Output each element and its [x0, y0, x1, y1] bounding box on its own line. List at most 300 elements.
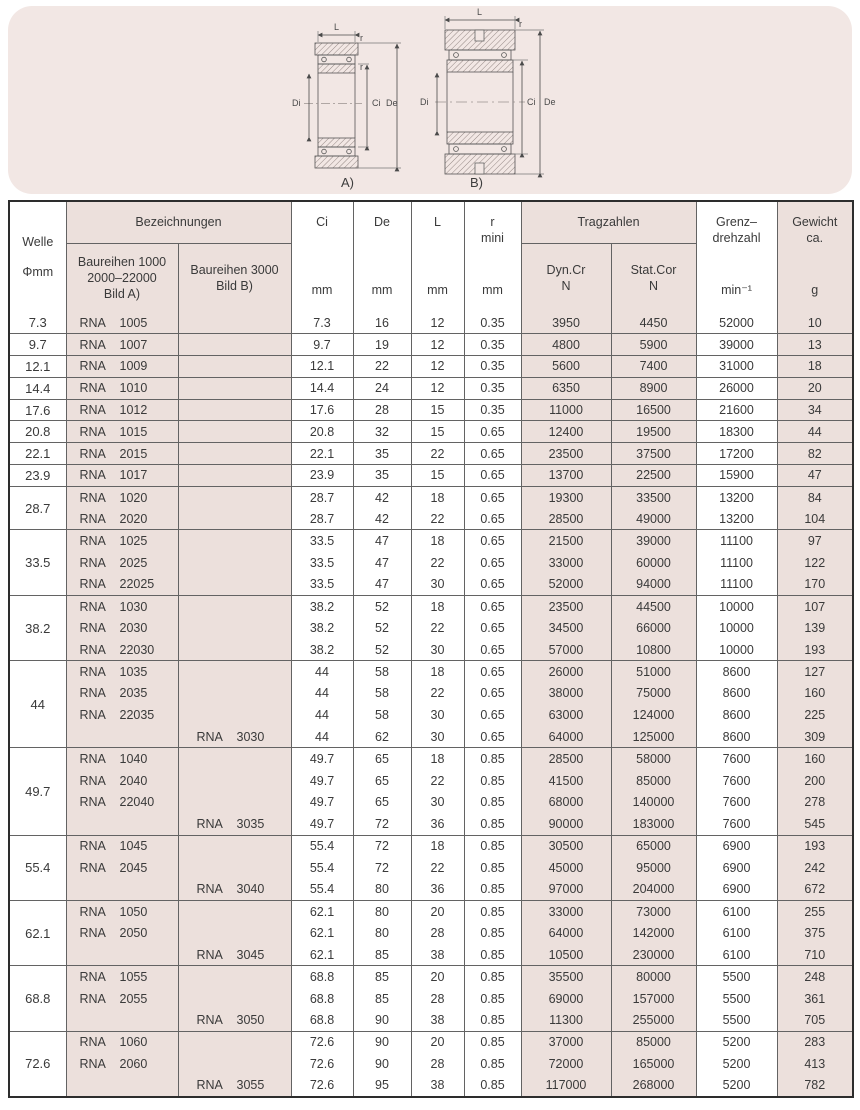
cell-baureihe-1000: RNA 22035 [66, 704, 178, 726]
dim-label-l-a: L [334, 22, 340, 32]
cell-de: 80 [353, 879, 411, 901]
cell-baureihe-3000 [178, 922, 291, 944]
cell-stat-cor: 140000 [611, 792, 696, 814]
cell-gewicht: 309 [777, 726, 853, 748]
cell-dyn-cr: 52000 [521, 574, 611, 596]
cell-l: 15 [411, 465, 464, 487]
cell-l: 28 [411, 922, 464, 944]
cell-r-mini: 0.85 [464, 1075, 521, 1097]
cell-baureihe-1000: RNA 2060 [66, 1053, 178, 1075]
cell-l: 20 [411, 1031, 464, 1053]
cell-gewicht: 44 [777, 421, 853, 443]
cell-dyn-cr: 69000 [521, 988, 611, 1010]
cell-ci: 23.9 [291, 465, 353, 487]
col-header-l [411, 201, 464, 312]
cell-dyn-cr: 21500 [521, 530, 611, 552]
cell-welle: 17.6 [9, 399, 66, 421]
cell-baureihe-3000 [178, 530, 291, 552]
cell-l: 28 [411, 988, 464, 1010]
cell-ci: 7.3 [291, 312, 353, 334]
cell-stat-cor: 255000 [611, 1010, 696, 1032]
cell-de: 58 [353, 683, 411, 705]
cell-grenzdrehzahl: 5500 [696, 966, 777, 988]
cell-stat-cor: 85000 [611, 770, 696, 792]
cell-dyn-cr: 72000 [521, 1053, 611, 1075]
cell-ci: 62.1 [291, 944, 353, 966]
cell-dyn-cr: 23500 [521, 595, 611, 617]
cell-de: 72 [353, 857, 411, 879]
cell-de: 85 [353, 966, 411, 988]
cell-de: 72 [353, 813, 411, 835]
cell-baureihe-1000 [66, 1010, 178, 1032]
cell-grenzdrehzahl: 11100 [696, 530, 777, 552]
cell-baureihe-1000: RNA 2050 [66, 922, 178, 944]
cell-stat-cor: 85000 [611, 1031, 696, 1053]
cell-de: 85 [353, 988, 411, 1010]
cell-de: 32 [353, 421, 411, 443]
cell-dyn-cr: 28500 [521, 508, 611, 530]
spec-row [9, 377, 853, 399]
cell-dyn-cr: 38000 [521, 683, 611, 705]
cell-gewicht: 82 [777, 443, 853, 465]
spec-row [9, 726, 853, 748]
cell-grenzdrehzahl: 39000 [696, 334, 777, 356]
cell-stat-cor: 60000 [611, 552, 696, 574]
cell-gewicht: 193 [777, 639, 853, 661]
cell-dyn-cr: 23500 [521, 443, 611, 465]
cell-gewicht: 705 [777, 1010, 853, 1032]
spec-row [9, 704, 853, 726]
cell-r-mini: 0.85 [464, 770, 521, 792]
cell-l: 36 [411, 879, 464, 901]
cell-ci: 62.1 [291, 901, 353, 923]
cell-l: 18 [411, 530, 464, 552]
cell-de: 62 [353, 726, 411, 748]
cell-stat-cor: 80000 [611, 966, 696, 988]
cell-ci: 55.4 [291, 857, 353, 879]
cell-gewicht: 710 [777, 944, 853, 966]
cell-dyn-cr: 37000 [521, 1031, 611, 1053]
col-header-r-mini [464, 201, 521, 312]
figure-label-b: B) [470, 175, 483, 190]
cell-grenzdrehzahl: 26000 [696, 377, 777, 399]
cell-dyn-cr: 33000 [521, 901, 611, 923]
cell-baureihe-1000: RNA 2015 [66, 443, 178, 465]
dim-label-de-b: De [544, 97, 556, 107]
cell-baureihe-1000: RNA 2045 [66, 857, 178, 879]
cell-l: 22 [411, 552, 464, 574]
cell-ci: 28.7 [291, 486, 353, 508]
cell-baureihe-1000 [66, 879, 178, 901]
cell-gewicht: 84 [777, 486, 853, 508]
cell-grenzdrehzahl: 13200 [696, 486, 777, 508]
cell-baureihe-3000 [178, 552, 291, 574]
spec-row [9, 465, 853, 487]
cell-baureihe-3000: RNA 3055 [178, 1075, 291, 1097]
cell-baureihe-1000: RNA 1025 [66, 530, 178, 552]
cell-grenzdrehzahl: 7600 [696, 748, 777, 770]
col-header-grenzdrehzahl [696, 201, 777, 312]
cell-gewicht: 139 [777, 617, 853, 639]
cell-r-mini: 0.65 [464, 574, 521, 596]
spec-row [9, 552, 853, 574]
cell-welle: 22.1 [9, 443, 66, 465]
cell-stat-cor: 183000 [611, 813, 696, 835]
cell-l: 22 [411, 683, 464, 705]
table-body [9, 312, 853, 1097]
cell-dyn-cr: 33000 [521, 552, 611, 574]
cell-grenzdrehzahl: 5200 [696, 1053, 777, 1075]
cell-r-mini: 0.65 [464, 465, 521, 487]
table-header [9, 201, 853, 312]
cell-l: 22 [411, 857, 464, 879]
col-header-baureihen-3000: Baureihen 3000 Bild B) [178, 243, 291, 312]
cell-grenzdrehzahl: 8600 [696, 661, 777, 683]
cell-gewicht: 47 [777, 465, 853, 487]
grenz-unit: min⁻¹ [721, 283, 752, 297]
cell-ci: 49.7 [291, 792, 353, 814]
l-label: L [434, 215, 441, 229]
cell-l: 28 [411, 1053, 464, 1075]
spec-row [9, 312, 853, 334]
spec-row [9, 922, 853, 944]
cell-welle: 12.1 [9, 356, 66, 378]
cell-de: 35 [353, 443, 411, 465]
cell-gewicht: 545 [777, 813, 853, 835]
cell-ci: 55.4 [291, 835, 353, 857]
cell-grenzdrehzahl: 7600 [696, 770, 777, 792]
cell-welle: 62.1 [9, 901, 66, 966]
cell-grenzdrehzahl: 52000 [696, 312, 777, 334]
cell-r-mini: 0.65 [464, 530, 521, 552]
cell-r-mini: 0.35 [464, 312, 521, 334]
cell-ci: 20.8 [291, 421, 353, 443]
cell-de: 72 [353, 835, 411, 857]
spec-row [9, 421, 853, 443]
cell-gewicht: 283 [777, 1031, 853, 1053]
cell-baureihe-3000: RNA 3035 [178, 813, 291, 835]
cell-baureihe-1000: RNA 1050 [66, 901, 178, 923]
cell-de: 19 [353, 334, 411, 356]
cell-grenzdrehzahl: 18300 [696, 421, 777, 443]
cell-gewicht: 672 [777, 879, 853, 901]
cell-dyn-cr: 41500 [521, 770, 611, 792]
spec-row [9, 595, 853, 617]
cell-ci: 33.5 [291, 574, 353, 596]
cell-ci: 38.2 [291, 639, 353, 661]
cell-grenzdrehzahl: 10000 [696, 639, 777, 661]
cell-dyn-cr: 5600 [521, 356, 611, 378]
cell-baureihe-3000 [178, 443, 291, 465]
cell-de: 58 [353, 661, 411, 683]
cell-stat-cor: 95000 [611, 857, 696, 879]
cell-baureihe-1000 [66, 944, 178, 966]
cell-l: 12 [411, 356, 464, 378]
bearing-spec-table [8, 200, 854, 1098]
cell-ci: 12.1 [291, 356, 353, 378]
cell-r-mini: 0.35 [464, 377, 521, 399]
cell-baureihe-3000 [178, 399, 291, 421]
cell-baureihe-3000 [178, 1031, 291, 1053]
cell-stat-cor: 16500 [611, 399, 696, 421]
cell-r-mini: 0.85 [464, 1053, 521, 1075]
cell-ci: 72.6 [291, 1075, 353, 1097]
cell-l: 12 [411, 377, 464, 399]
cell-baureihe-3000 [178, 704, 291, 726]
cell-dyn-cr: 6350 [521, 377, 611, 399]
cell-grenzdrehzahl: 17200 [696, 443, 777, 465]
spec-row [9, 1053, 853, 1075]
cell-stat-cor: 5900 [611, 334, 696, 356]
col-header-gewicht [777, 201, 853, 312]
cell-baureihe-1000: RNA 1009 [66, 356, 178, 378]
cell-l: 18 [411, 595, 464, 617]
cell-l: 12 [411, 312, 464, 334]
cell-de: 80 [353, 922, 411, 944]
r-mini-label: mini [481, 230, 504, 245]
dim-label-l-b: L [477, 7, 483, 17]
cell-welle: 72.6 [9, 1031, 66, 1096]
cell-r-mini: 0.35 [464, 334, 521, 356]
dim-label-r-b: r [519, 19, 522, 29]
cell-ci: 68.8 [291, 988, 353, 1010]
grenz-label-1: Grenz– [716, 215, 757, 229]
welle-unit: Φmm [22, 265, 54, 279]
cell-dyn-cr: 35500 [521, 966, 611, 988]
cell-grenzdrehzahl: 5200 [696, 1031, 777, 1053]
cell-ci: 28.7 [291, 508, 353, 530]
cell-gewicht: 107 [777, 595, 853, 617]
cell-gewicht: 413 [777, 1053, 853, 1075]
cell-r-mini: 0.65 [464, 552, 521, 574]
cell-ci: 33.5 [291, 530, 353, 552]
cell-grenzdrehzahl: 11100 [696, 574, 777, 596]
cell-de: 47 [353, 530, 411, 552]
r-label: r [490, 215, 495, 229]
cell-ci: 14.4 [291, 377, 353, 399]
cell-stat-cor: 19500 [611, 421, 696, 443]
cell-r-mini: 0.85 [464, 879, 521, 901]
cell-baureihe-3000: RNA 3050 [178, 1010, 291, 1032]
cell-ci: 33.5 [291, 552, 353, 574]
cell-gewicht: 127 [777, 661, 853, 683]
cell-r-mini: 0.85 [464, 1010, 521, 1032]
cell-grenzdrehzahl: 8600 [696, 683, 777, 705]
cell-stat-cor: 125000 [611, 726, 696, 748]
spec-row [9, 617, 853, 639]
cell-stat-cor: 44500 [611, 595, 696, 617]
cell-stat-cor: 165000 [611, 1053, 696, 1075]
cell-baureihe-1000: RNA 1005 [66, 312, 178, 334]
col-header-tragzahlen: Tragzahlen [521, 201, 696, 243]
cell-baureihe-3000 [178, 683, 291, 705]
col-header-ci [291, 201, 353, 312]
cell-stat-cor: 73000 [611, 901, 696, 923]
col-header-baureihen-1000: Baureihen 1000 2000–22000 Bild A) [66, 243, 178, 312]
cell-ci: 44 [291, 683, 353, 705]
cell-grenzdrehzahl: 11100 [696, 552, 777, 574]
dim-label-ci-b: Ci [527, 97, 536, 107]
cell-r-mini: 0.65 [464, 508, 521, 530]
cell-grenzdrehzahl: 7600 [696, 792, 777, 814]
cell-de: 52 [353, 639, 411, 661]
cell-baureihe-1000: RNA 1030 [66, 595, 178, 617]
cell-l: 22 [411, 443, 464, 465]
cell-stat-cor: 51000 [611, 661, 696, 683]
cell-r-mini: 0.65 [464, 661, 521, 683]
cell-dyn-cr: 4800 [521, 334, 611, 356]
cell-baureihe-3000 [178, 617, 291, 639]
gewicht-unit: g [811, 283, 819, 297]
cell-stat-cor: 22500 [611, 465, 696, 487]
cell-l: 30 [411, 574, 464, 596]
col-header-de [353, 201, 411, 312]
cell-baureihe-1000: RNA 1010 [66, 377, 178, 399]
cell-l: 18 [411, 661, 464, 683]
cell-gewicht: 122 [777, 552, 853, 574]
cell-baureihe-3000 [178, 377, 291, 399]
cell-de: 16 [353, 312, 411, 334]
cell-ci: 38.2 [291, 595, 353, 617]
cell-l: 30 [411, 639, 464, 661]
cell-de: 90 [353, 1031, 411, 1053]
cell-ci: 17.6 [291, 399, 353, 421]
cell-welle: 38.2 [9, 595, 66, 660]
cell-l: 38 [411, 1075, 464, 1097]
spec-row [9, 813, 853, 835]
spec-row [9, 770, 853, 792]
cell-gewicht: 170 [777, 574, 853, 596]
cell-gewicht: 242 [777, 857, 853, 879]
col-header-dyn-cr: Dyn.Cr N [521, 243, 611, 312]
cell-baureihe-3000 [178, 595, 291, 617]
cell-r-mini: 0.85 [464, 922, 521, 944]
cell-r-mini: 0.65 [464, 595, 521, 617]
cell-de: 24 [353, 377, 411, 399]
cell-l: 36 [411, 813, 464, 835]
col-header-bezeichnungen: Bezeichnungen [66, 201, 291, 243]
cell-dyn-cr: 30500 [521, 835, 611, 857]
col-header-stat-cor: Stat.Cor N [611, 243, 696, 312]
cell-stat-cor: 39000 [611, 530, 696, 552]
cell-gewicht: 248 [777, 966, 853, 988]
cell-de: 65 [353, 792, 411, 814]
cell-grenzdrehzahl: 10000 [696, 617, 777, 639]
spec-row [9, 835, 853, 857]
cell-stat-cor: 157000 [611, 988, 696, 1010]
cell-baureihe-1000: RNA 22030 [66, 639, 178, 661]
cell-baureihe-3000 [178, 857, 291, 879]
cell-r-mini: 0.85 [464, 748, 521, 770]
cell-l: 30 [411, 726, 464, 748]
cell-ci: 38.2 [291, 617, 353, 639]
cell-r-mini: 0.65 [464, 704, 521, 726]
spec-row [9, 508, 853, 530]
cell-welle: 33.5 [9, 530, 66, 595]
cell-baureihe-3000 [178, 574, 291, 596]
cell-welle: 28.7 [9, 486, 66, 530]
cell-l: 18 [411, 486, 464, 508]
cell-baureihe-1000 [66, 1075, 178, 1097]
cell-baureihe-1000: RNA 2055 [66, 988, 178, 1010]
cell-ci: 72.6 [291, 1053, 353, 1075]
cell-gewicht: 10 [777, 312, 853, 334]
dim-label-r-mid-a: r [360, 62, 363, 72]
cell-ci: 68.8 [291, 966, 353, 988]
cell-stat-cor: 4450 [611, 312, 696, 334]
cell-ci: 68.8 [291, 1010, 353, 1032]
spec-row [9, 356, 853, 378]
cell-grenzdrehzahl: 6100 [696, 901, 777, 923]
cell-de: 65 [353, 748, 411, 770]
cell-baureihe-1000: RNA 1035 [66, 661, 178, 683]
cell-de: 42 [353, 508, 411, 530]
cell-l: 22 [411, 508, 464, 530]
cell-gewicht: 375 [777, 922, 853, 944]
cell-l: 15 [411, 399, 464, 421]
spec-row [9, 966, 853, 988]
cell-dyn-cr: 12400 [521, 421, 611, 443]
cell-l: 15 [411, 421, 464, 443]
cell-l: 18 [411, 748, 464, 770]
cell-stat-cor: 65000 [611, 835, 696, 857]
l-unit: mm [427, 283, 448, 297]
spec-row [9, 486, 853, 508]
cell-dyn-cr: 11300 [521, 1010, 611, 1032]
cell-dyn-cr: 117000 [521, 1075, 611, 1097]
cell-r-mini: 0.65 [464, 639, 521, 661]
cell-gewicht: 225 [777, 704, 853, 726]
cell-gewicht: 13 [777, 334, 853, 356]
grenz-label-2: drehzahl [712, 230, 761, 245]
cell-l: 12 [411, 334, 464, 356]
spec-row [9, 1010, 853, 1032]
cell-grenzdrehzahl: 5200 [696, 1075, 777, 1097]
cell-baureihe-3000 [178, 312, 291, 334]
cell-ci: 44 [291, 704, 353, 726]
cell-dyn-cr: 19300 [521, 486, 611, 508]
cell-stat-cor: 66000 [611, 617, 696, 639]
spec-row [9, 574, 853, 596]
cell-stat-cor: 94000 [611, 574, 696, 596]
spec-row [9, 530, 853, 552]
cell-grenzdrehzahl: 13200 [696, 508, 777, 530]
cell-stat-cor: 75000 [611, 683, 696, 705]
cell-grenzdrehzahl: 10000 [696, 595, 777, 617]
cell-stat-cor: 142000 [611, 922, 696, 944]
cell-grenzdrehzahl: 8600 [696, 704, 777, 726]
cell-gewicht: 200 [777, 770, 853, 792]
cell-stat-cor: 10800 [611, 639, 696, 661]
cell-baureihe-3000 [178, 770, 291, 792]
ci-label: Ci [316, 215, 328, 229]
cell-grenzdrehzahl: 8600 [696, 726, 777, 748]
cell-l: 30 [411, 704, 464, 726]
cell-baureihe-3000 [178, 356, 291, 378]
spec-row [9, 748, 853, 770]
cell-r-mini: 0.35 [464, 399, 521, 421]
cell-grenzdrehzahl: 6100 [696, 944, 777, 966]
cell-gewicht: 18 [777, 356, 853, 378]
cell-de: 47 [353, 552, 411, 574]
cell-stat-cor: 268000 [611, 1075, 696, 1097]
figure-label-a: A) [341, 175, 354, 190]
spec-row [9, 334, 853, 356]
cell-de: 90 [353, 1010, 411, 1032]
cell-baureihe-1000: RNA 2025 [66, 552, 178, 574]
cell-l: 30 [411, 792, 464, 814]
cell-baureihe-1000: RNA 2040 [66, 770, 178, 792]
